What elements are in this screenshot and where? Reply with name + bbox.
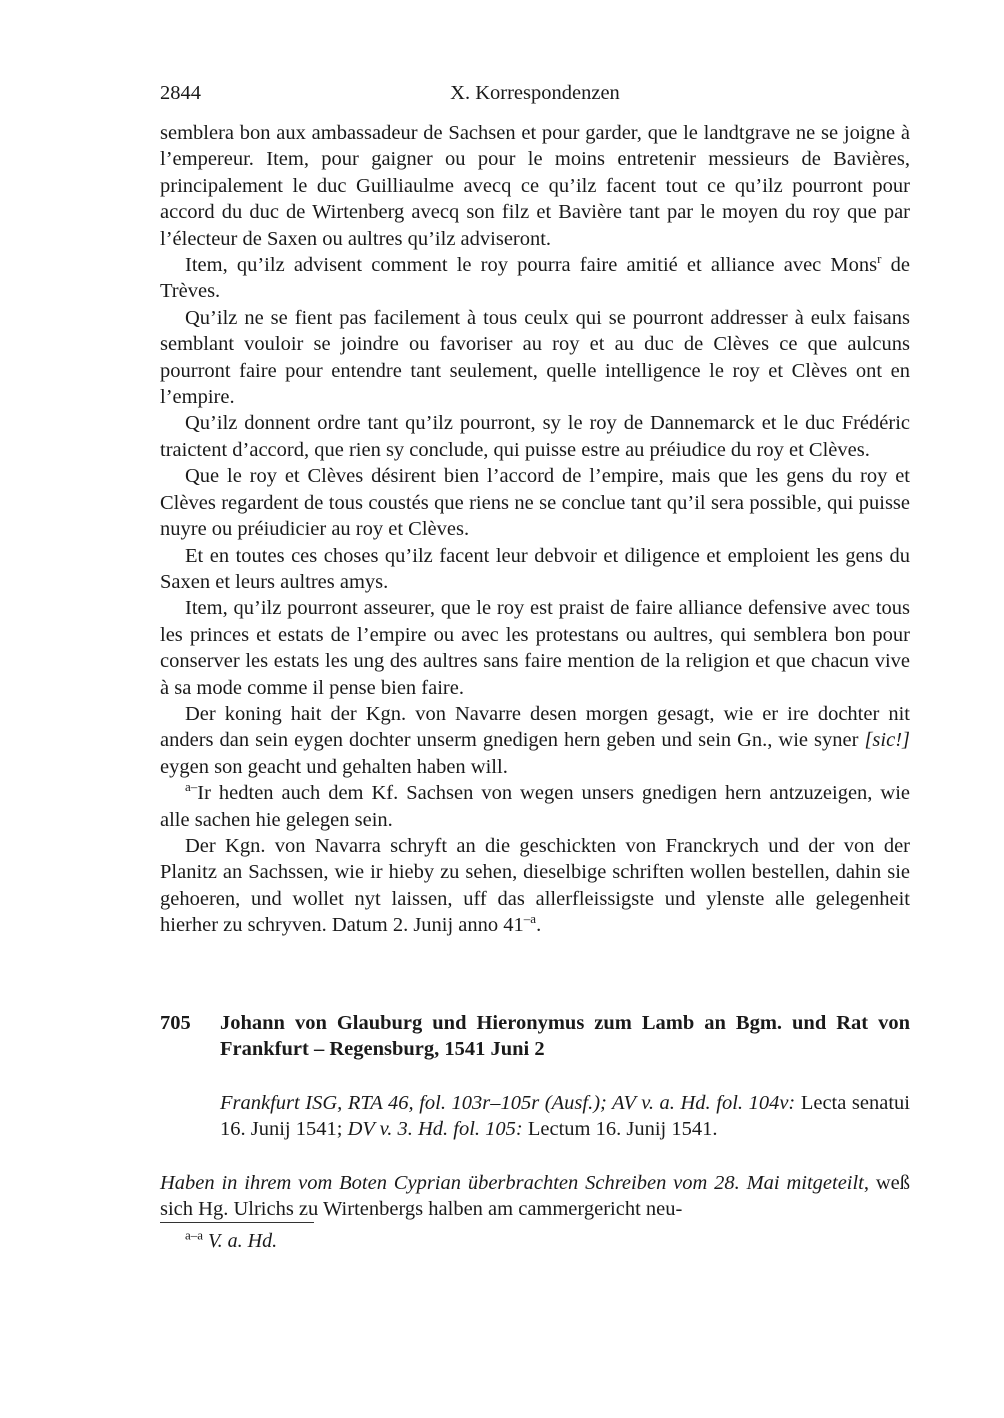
source-plain-2: Lectum 16. Junij 1541. bbox=[522, 1118, 718, 1141]
paragraph-10-end: . bbox=[536, 914, 542, 937]
footnote-marker-close: –a bbox=[523, 911, 537, 927]
running-title: X. Korrespondenzen bbox=[450, 82, 620, 104]
paragraph-1: semblera bon aux ambassadeur de Sachsen et pour garder, que le landtgrave ne se joigne à l’empereur. Item, pour gaigner ou pour le moins entretenir messieurs de Bavières, principalement le duc Guilliaulme avecq ce qu’ilz facent tout ce qu’ilz pourront pour accord du duc de Wirtenberg avecq son filz et Bavière tant par le moyen du roy que par l’électeur de Saxen ou aultres qu’ilz adviseront. bbox=[160, 122, 910, 250]
paragraph-4: Qu’ilz donnent ordre tant qu’ilz pourront, sy le roy de Dannemarck et le duc Frédéric traictent d’accord, que rien sy conclude, qui puisse estre au préiudice du roy et Clèves. bbox=[160, 412, 910, 461]
document-title: Johann von Glauburg und Hieronymus zum Lamb an Bgm. und Rat von Frankfurt – Regensburg, 1541 Juni 2 bbox=[220, 1012, 910, 1061]
footnote-marker-open: a– bbox=[185, 779, 198, 795]
paragraph-8 bbox=[160, 701, 910, 780]
source-italic-2: DV v. 3. Hd. fol. 105: bbox=[347, 1118, 523, 1141]
source-italic-1: Frankfurt ISG, RTA 46, fol. 103r–105r (Ausf.); AV v. a. Hd. fol. 104v: bbox=[220, 1091, 796, 1114]
footnote bbox=[185, 1228, 277, 1254]
paragraph-2-end: de Trèves. bbox=[160, 254, 910, 303]
footnote-divider bbox=[160, 1222, 314, 1223]
regest-plain: , weß sich Hg. Ulrichs zu Wirtenbergs halben am cammergericht neu- bbox=[160, 1171, 911, 1221]
paragraph-7: Item, qu’ilz pourront asseurer, que le roy est praist de faire alliance defensive avec tous les princes et estats de l’empire ou avec les protestans ou aultres, qui semblera bon pour conserver les estats les ung des aultres sans faire mention de la religion et que chacun vive à sa mode comme il pense bien faire. bbox=[160, 597, 910, 699]
source-plain-1: Lecta senatui 16. Junij 1541; bbox=[220, 1091, 910, 1141]
paragraph-6: Et en toutes ces choses qu’ilz facent leur debvoir et diligence et emploient les gens du Saxen et leurs aultres amys. bbox=[160, 544, 910, 593]
page-number: 2844 bbox=[160, 82, 201, 104]
regest-text bbox=[160, 1170, 910, 1223]
footnote-marker: a–a bbox=[185, 1227, 204, 1243]
document-entry bbox=[160, 1010, 910, 1222]
paragraph-10-text: Der Kgn. von Navarra schryft an die geschickten von Franckrych und der von der Planitz an Sachssen, wie ir hieby zu sehen, dieselbige schriften wollen bestellen, dahin sie gehoeren, und wollet nyt laissen, uff das allerfleissigste und ylenste alle gelegenheit hierher zu schryven. Datum 2. Junij anno 41 bbox=[160, 834, 910, 937]
paragraph-2-text: Item, qu’ilz advisent comment le roy pourra faire amitié et alliance avec Mons bbox=[185, 254, 878, 277]
regest-italic: Haben in ihrem vom Boten Cyprian überbrachten Schreiben vom 28. Mai mitgeteilt bbox=[160, 1171, 864, 1194]
paragraph-10 bbox=[160, 833, 910, 939]
footnote-text: V. a. Hd. bbox=[208, 1230, 278, 1252]
document-heading bbox=[160, 1010, 910, 1063]
source-note bbox=[160, 1090, 910, 1143]
paragraph-2 bbox=[160, 252, 910, 305]
paragraph-8-text: Der koning hait der Kgn. von Navarre desen morgen gesagt, wie er ire dochter nit anders dan sein eygen dochter unserm gnedigen hern geben und sein Gn., wie syner bbox=[160, 702, 910, 752]
paragraph-8-end: eygen son geacht und gehalten haben will. bbox=[160, 755, 508, 778]
paragraph-9 bbox=[160, 780, 910, 833]
paragraph-5: Que le roy et Clèves désirent bien l’accord de l’empire, mais que les gens du roy et Clèves regardent de tous coustés que riens ne se conclue tant qu’il sera possible, qui puisse nuyre ou préiudicier au roy et Clèves. bbox=[160, 465, 910, 541]
page-body bbox=[160, 120, 910, 939]
paragraph-9-text: Ir hedten auch dem Kf. Sachsen von wegen unsers gnedigen hern antzuzeigen, wie alle sachen hie gelegen sein. bbox=[160, 782, 910, 831]
sic-annotation: [sic!] bbox=[864, 729, 910, 752]
superscript-r: r bbox=[877, 251, 882, 267]
document-number: 705 bbox=[160, 1012, 191, 1034]
paragraph-3: Qu’ilz ne se fient pas facilement à tous ceulx qui se pourront addresser à eulx faisans semblant vouloir se joindre ou favoriser au roy et au duc de Clèves ce que aulcuns pourront faire pour entendre tant seulement, quelle intelligence le roy et Clèves ont en l’empire. bbox=[160, 306, 910, 409]
page-header bbox=[160, 80, 910, 108]
